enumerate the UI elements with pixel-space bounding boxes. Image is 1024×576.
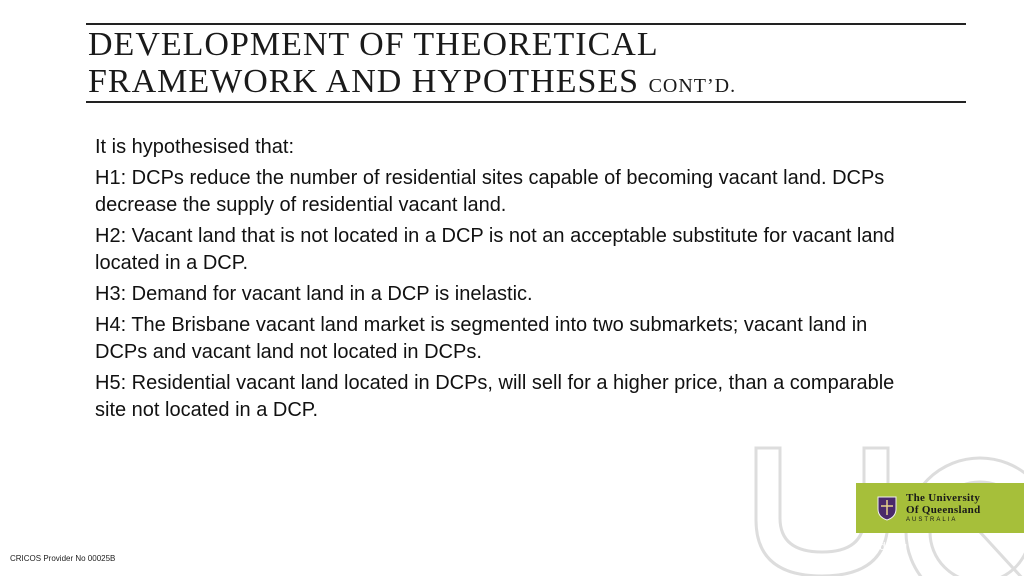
uq-logo — [856, 483, 1024, 533]
hypothesis-h2: H2: Vacant land that is not located in a DCP is not an acceptable substitute for vacant land located in a DCP. — [95, 225, 895, 274]
uq-url[interactable]: uq.edu.au — [858, 541, 907, 553]
cricos-provider-number: CRICOS Provider No 00025B — [10, 554, 116, 563]
uq-line-1: The University — [906, 491, 981, 504]
slide-title — [88, 26, 958, 105]
title-top-rule — [86, 23, 966, 25]
slide-body — [95, 134, 915, 428]
uq-line-3: AUSTRALIA — [906, 516, 958, 523]
title-line-2-text: FRAMEWORK AND HYPOTHESES — [88, 63, 640, 100]
hypothesis-h4: H4: The Brisbane vacant land market is segmented into two submarkets; vacant land in DCPs and vacant land not located in DCPs. — [95, 314, 868, 363]
title-line-2 — [88, 63, 958, 105]
intro-text: It is hypothesised that: — [95, 136, 295, 158]
hypothesis-h3: H3: Demand for vacant land in a DCP is inelastic. — [95, 283, 533, 305]
uq-line-2: Of Queensland — [906, 503, 981, 516]
title-bottom-rule — [86, 101, 966, 103]
uq-wordmark — [906, 492, 981, 525]
hypothesis-h1: H1: DCPs reduce the number of residential sites capable of becoming vacant land. DCPs decrease the supply of residential vacant land. — [95, 167, 885, 216]
uq-crest-icon — [876, 495, 898, 521]
hypothesis-h5: H5: Residential vacant land located in DCPs, will sell for a higher price, than a comparable site not located in a DCP. — [95, 372, 895, 421]
title-suffix: CONT’D. — [648, 75, 737, 97]
title-line-1: DEVELOPMENT OF THEORETICAL — [88, 26, 659, 63]
